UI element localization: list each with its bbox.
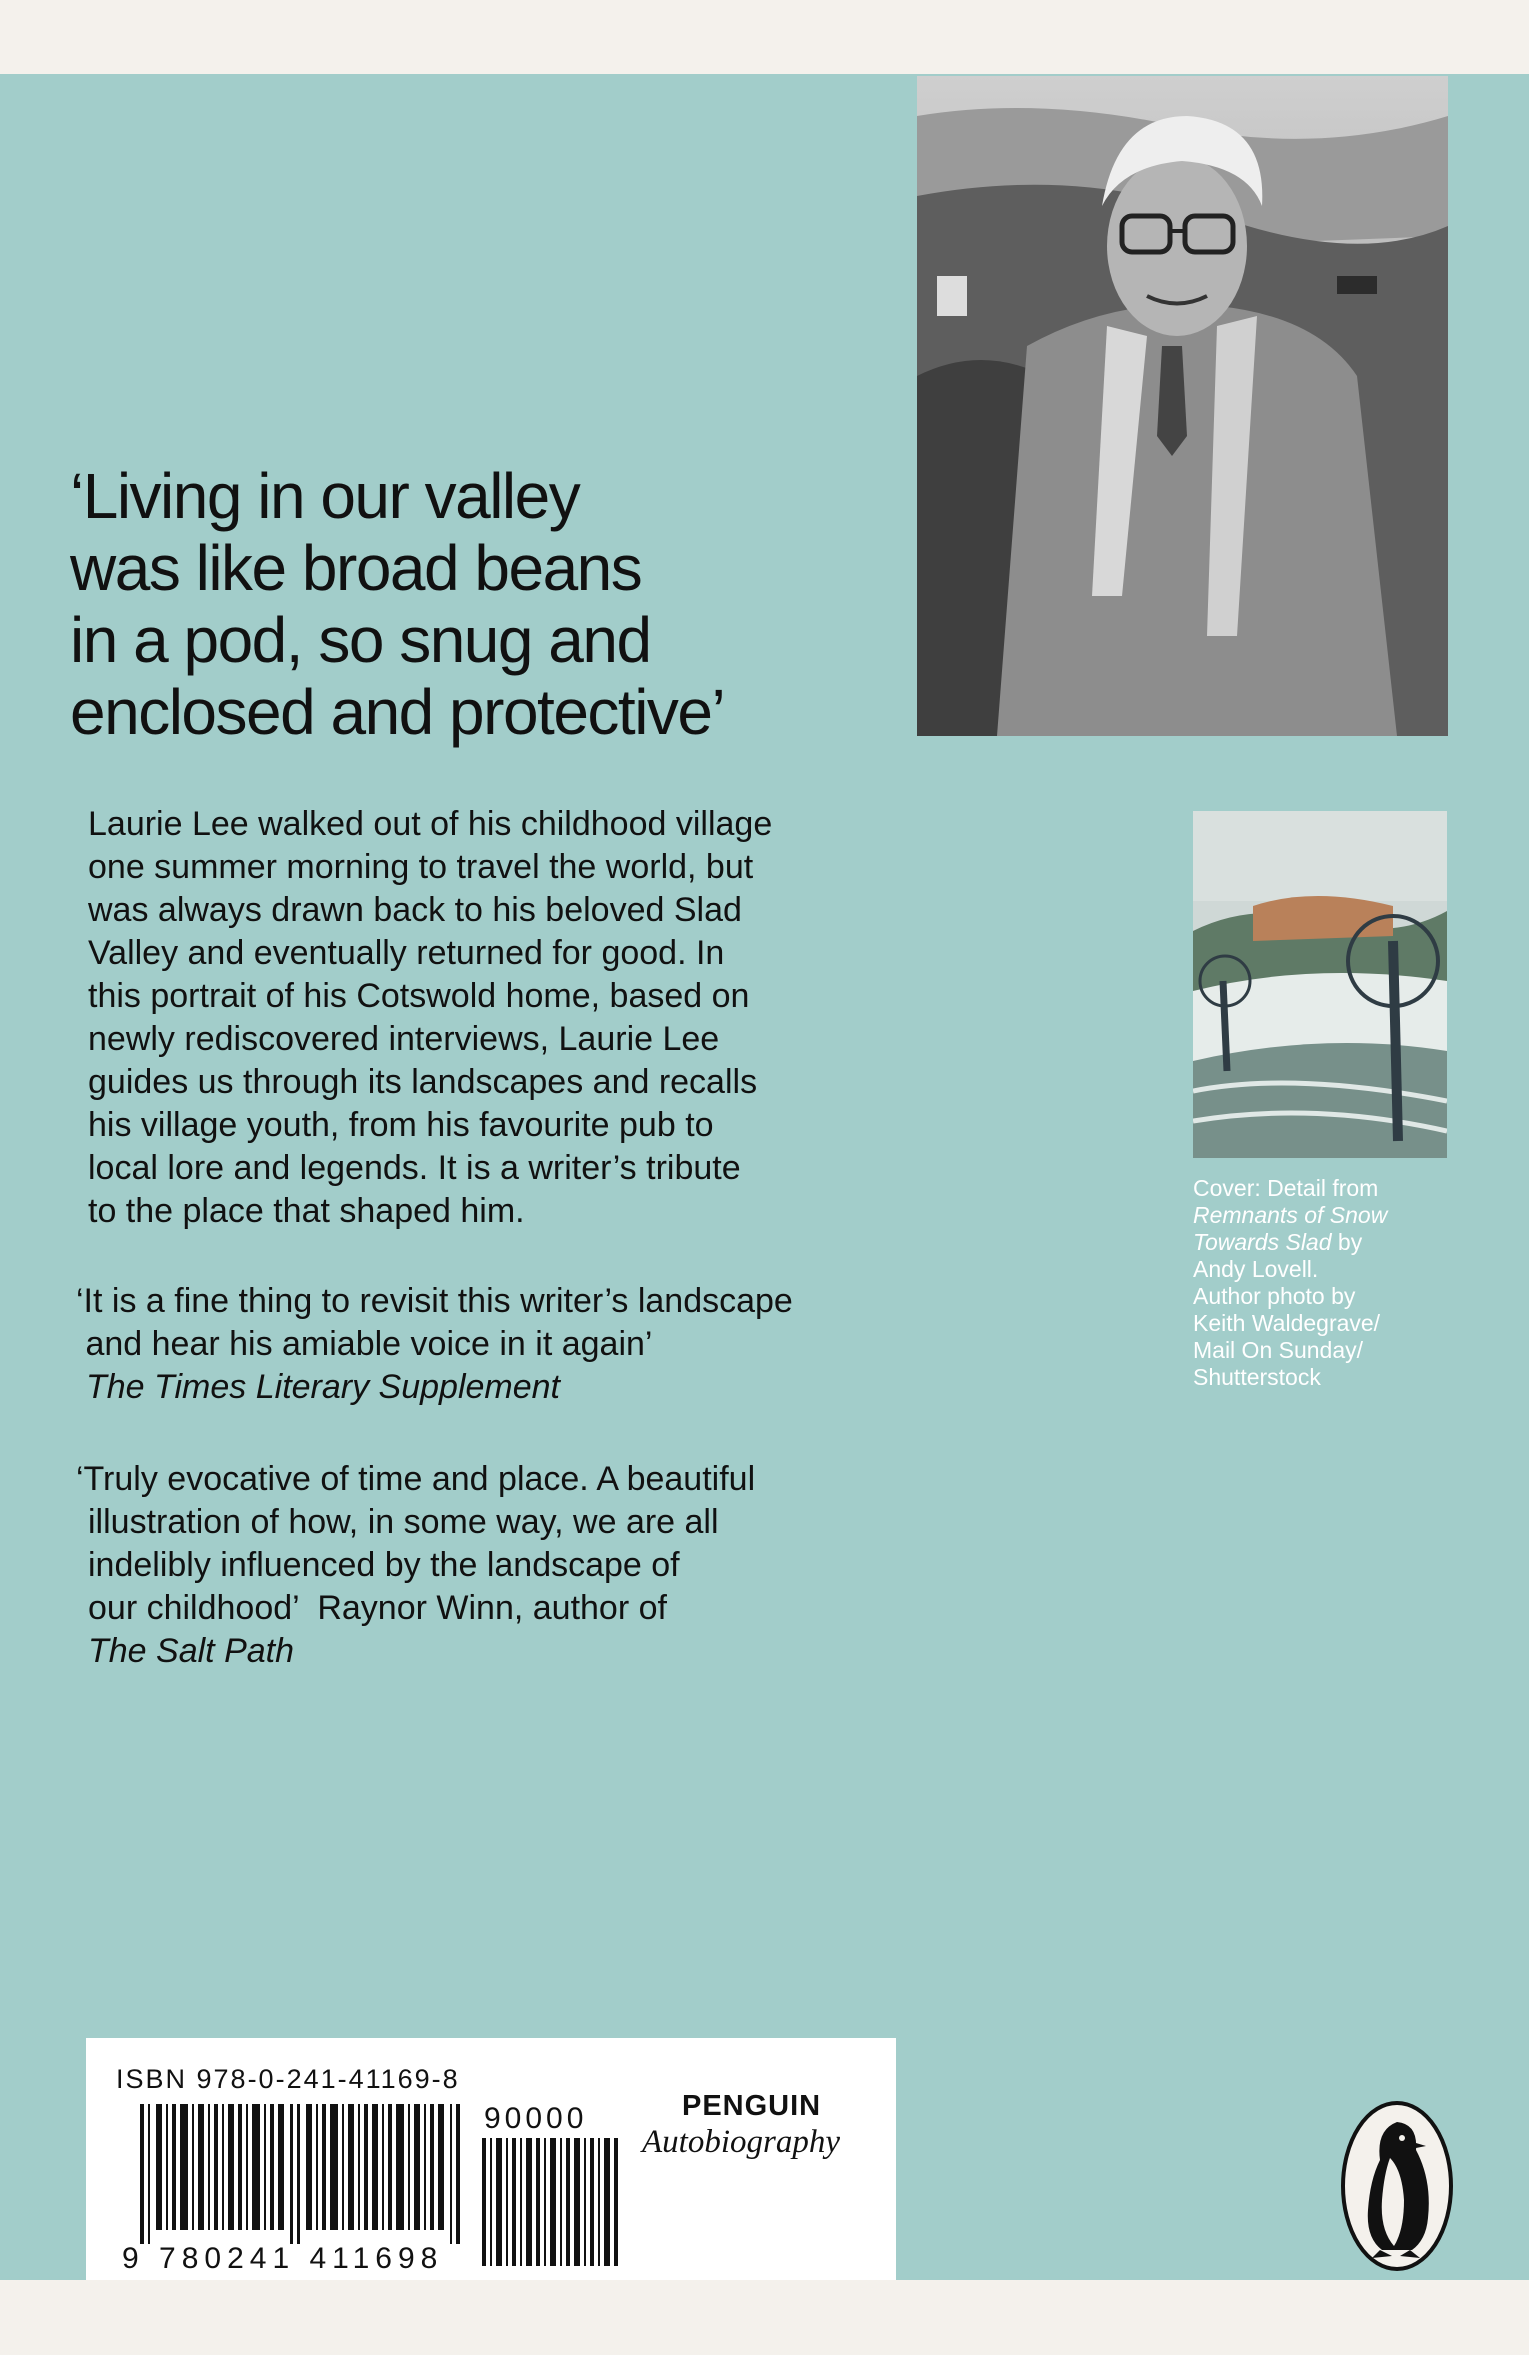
blurb-text: Laurie Lee walked out of his childhood village one summer morning to travel the world, but was always drawn back to his beloved Slad Valley and eventually returned for good. In this portrait of his Cotswold home, based on newly rediscovered interviews, Laurie Lee guides us through its landscapes and recalls his village youth, from his favourite pub to local lore and legends. It is a writer’s tribute to the place that shaped him. <box>88 805 773 1230</box>
cover-credits <box>1193 1175 1453 1391</box>
credit-line: Mail On Sunday/ <box>1193 1337 1364 1363</box>
credit-work-title: Towards Slad <box>1193 1229 1332 1255</box>
barcode-icon <box>140 2104 470 2244</box>
review-text: indelibly influenced by the landscape of <box>88 1546 680 1584</box>
barcode-panel <box>86 2038 896 2280</box>
review-raynor-winn <box>76 1458 976 1673</box>
credit-work-title: Remnants of Snow <box>1193 1202 1388 1228</box>
series-name: Autobiography <box>642 2124 840 2160</box>
credit-line: by <box>1331 1229 1363 1255</box>
credit-line: Andy Lovell. <box>1193 1256 1319 1282</box>
review-tls <box>76 1280 976 1409</box>
credit-line: Shutterstock <box>1193 1364 1321 1390</box>
pull-quote: ‘Living in our valley was like broad beans in a pod, so snug and enclosed and protective’ <box>70 460 725 748</box>
review-text: illustration of how, in some way, we are all <box>88 1503 719 1541</box>
barcode-digits: 9 780241 411698 <box>122 2242 444 2275</box>
credit-line: Cover: Detail from <box>1193 1175 1379 1201</box>
addon-digits: 90000 <box>484 2102 588 2135</box>
cover-art-thumbnail <box>1193 811 1447 1158</box>
review-source: The Salt Path <box>88 1632 295 1670</box>
author-photo <box>917 76 1448 736</box>
review-text: our childhood’ <box>88 1589 299 1627</box>
review-source: The Times Literary Supplement <box>86 1368 561 1406</box>
review-text: ‘Truly evocative of time and place. A beautiful <box>76 1460 756 1498</box>
isbn-label: ISBN 978-0-241-41169-8 <box>116 2064 460 2094</box>
credit-line: Author photo by <box>1193 1283 1356 1309</box>
publisher-name: PENGUIN <box>682 2090 822 2122</box>
addon-barcode-icon <box>482 2138 622 2266</box>
review-text: and hear his amiable voice in it again’ <box>76 1325 653 1363</box>
credit-line: Keith Waldegrave/ <box>1193 1310 1381 1336</box>
penguin-logo-icon <box>1340 2100 1454 2272</box>
review-text: ‘It is a fine thing to revisit this writer’s landscape <box>76 1282 793 1320</box>
review-attribution: Raynor Winn, author of <box>298 1589 667 1627</box>
